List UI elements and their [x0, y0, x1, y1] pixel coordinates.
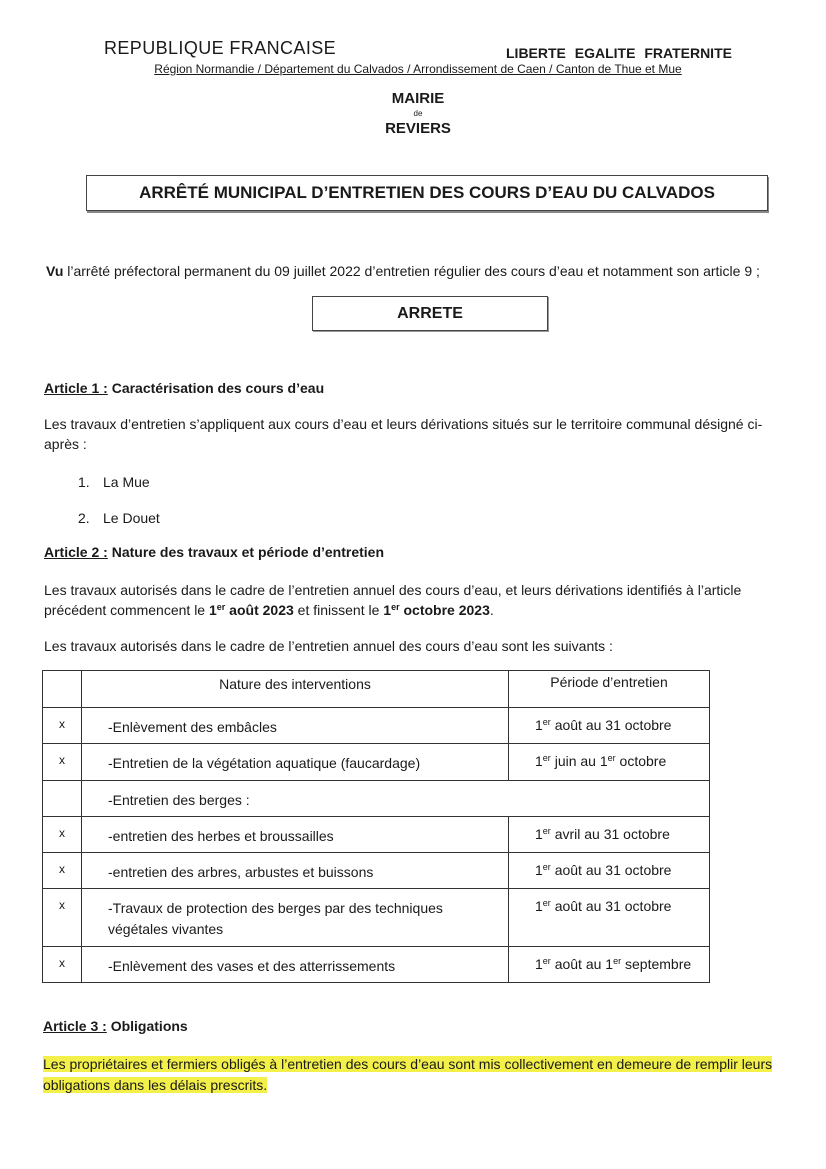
- arrete-heading: ARRETE: [312, 296, 548, 331]
- article-1-paragraph: Les travaux d’entretien s’appliquent aux cours d’eau et leurs dérivations situés sur le territoire communal désigné ci-après :: [44, 416, 763, 452]
- row-nature: -Travaux de protection des berges par des techniques végétales vivantes: [82, 889, 509, 947]
- text-run: 1: [535, 862, 543, 878]
- article-3-label: Article 3 :: [43, 1018, 107, 1034]
- row-periode: [509, 744, 710, 781]
- superscript: er: [216, 602, 226, 612]
- text-run: août au 1: [550, 956, 614, 972]
- row-periode: [509, 947, 710, 983]
- text-run: Les travaux autorisés dans le cadre de l’entretien annuel des cours d’eau, et leurs dérivations identifiés à l’article précédent commencent le: [44, 582, 742, 618]
- article-3-paragraph: [43, 1054, 783, 1096]
- article-1-label: Article 1 :: [44, 380, 108, 396]
- vu-bold: Vu: [46, 263, 64, 279]
- republique-heading: REPUBLIQUE FRANCAISE: [104, 38, 337, 58]
- superscript: er: [542, 717, 551, 727]
- text-run: août au 31 octobre: [550, 862, 672, 878]
- text-run: 1: [208, 602, 217, 618]
- text-run: octobre 2023: [399, 602, 490, 618]
- article-1-heading: [44, 380, 324, 396]
- start-date: [209, 602, 294, 618]
- superscript: er: [607, 753, 616, 763]
- table-row: [43, 889, 710, 947]
- row-mark: x: [43, 889, 82, 947]
- text-run: août au 31 octobre: [550, 717, 672, 733]
- article-2-label: Article 2 :: [44, 544, 108, 560]
- article-3-title: Obligations: [106, 1018, 188, 1034]
- table-header-row: [43, 671, 710, 708]
- table-row: [43, 853, 710, 889]
- list-item: [78, 508, 160, 528]
- text-run: et finissent le: [293, 602, 384, 618]
- text-run: .: [489, 602, 494, 618]
- article-2-paragraph-2: Les travaux autorisés dans le cadre de l’entretien annuel des cours d’eau sont les suivants :: [44, 638, 613, 654]
- row-mark: x: [43, 744, 82, 781]
- list-item: [78, 472, 150, 492]
- text-run: octobre: [615, 753, 667, 769]
- row-mark: x: [43, 817, 82, 853]
- row-nature: -Entretien des berges :: [82, 781, 710, 817]
- table-header-periode: Période d’entretien: [509, 671, 710, 708]
- superscript: er: [542, 898, 551, 908]
- row-mark: x: [43, 708, 82, 744]
- table-row: [43, 817, 710, 853]
- table-row: [43, 708, 710, 744]
- superscript: er: [542, 956, 551, 966]
- superscript: er: [542, 862, 551, 872]
- document-title: ARRÊTÉ MUNICIPAL D’ENTRETIEN DES COURS D’EAU DU CALVADOS: [86, 175, 768, 211]
- table-row: [43, 781, 710, 817]
- end-date: [383, 602, 490, 618]
- text-run: septembre: [621, 956, 692, 972]
- list-item-number: 1.: [78, 474, 90, 490]
- superscript: er: [391, 602, 400, 612]
- row-periode: [509, 708, 710, 744]
- text-run: 1: [535, 753, 543, 769]
- superscript: er: [542, 753, 551, 763]
- row-nature: -Entretien de la végétation aquatique (faucardage): [82, 744, 509, 781]
- table-row: [43, 744, 710, 781]
- mairie-block: [0, 90, 826, 137]
- article-2-heading: [44, 544, 384, 560]
- text-run: juin au 1: [550, 753, 608, 769]
- list-item-number: 2.: [78, 510, 90, 526]
- row-periode: [509, 817, 710, 853]
- text-run: 1: [383, 602, 392, 618]
- row-nature: -Enlèvement des embâcles: [82, 708, 509, 744]
- table-header-nature: Nature des interventions: [82, 671, 509, 708]
- national-motto: LIBERTE EGALITE FRATERNITE: [506, 45, 732, 61]
- text-run: 1: [535, 956, 543, 972]
- superscript: er: [542, 826, 551, 836]
- text-run: 1: [535, 717, 543, 733]
- text-run: août au 31 octobre: [550, 898, 672, 914]
- row-periode: [509, 889, 710, 947]
- article-2-paragraph-1: [44, 580, 784, 620]
- list-item-text: La Mue: [103, 474, 150, 490]
- region-line: Région Normandie / Département du Calvados / Arrondissement de Caen / Canton de Thue et Mue: [154, 62, 682, 76]
- text-run: 1: [535, 826, 543, 842]
- row-mark: x: [43, 947, 82, 983]
- row-periode: [509, 853, 710, 889]
- article-3-heading: [43, 1018, 188, 1034]
- row-nature: -Enlèvement des vases et des atterrissements: [82, 947, 509, 983]
- article-2-title: Nature des travaux et période d’entretien: [107, 544, 385, 560]
- superscript: er: [613, 956, 622, 966]
- text-run: 1: [535, 898, 543, 914]
- mairie-label: MAIRIE: [391, 90, 445, 107]
- row-nature: -entretien des arbres, arbustes et buissons: [82, 853, 509, 889]
- vu-text: l’arrêté préfectoral permanent du 09 juillet 2022 d’entretien régulier des cours d’eau et notamment son article 9 ;: [63, 263, 760, 279]
- highlighted-text: Les propriétaires et fermiers obligés à l’entretien des cours d’eau sont mis collectivement en demeure de remplir leurs obligations dans les délais prescrits.: [43, 1056, 773, 1093]
- interventions-table: [42, 670, 710, 983]
- vu-paragraph: [46, 261, 760, 281]
- article-1-title: Caractérisation des cours d’eau: [107, 380, 325, 396]
- mairie-de: de: [413, 109, 423, 118]
- list-item-text: Le Douet: [103, 510, 160, 526]
- table-row: [43, 947, 710, 983]
- table-header-cell: [43, 671, 82, 708]
- commune-name: REVIERS: [385, 120, 451, 137]
- row-mark: x: [43, 853, 82, 889]
- text-run: août 2023: [225, 602, 294, 618]
- row-nature: -entretien des herbes et broussailles: [82, 817, 509, 853]
- row-mark: [43, 781, 82, 817]
- text-run: avril au 31 octobre: [550, 826, 670, 842]
